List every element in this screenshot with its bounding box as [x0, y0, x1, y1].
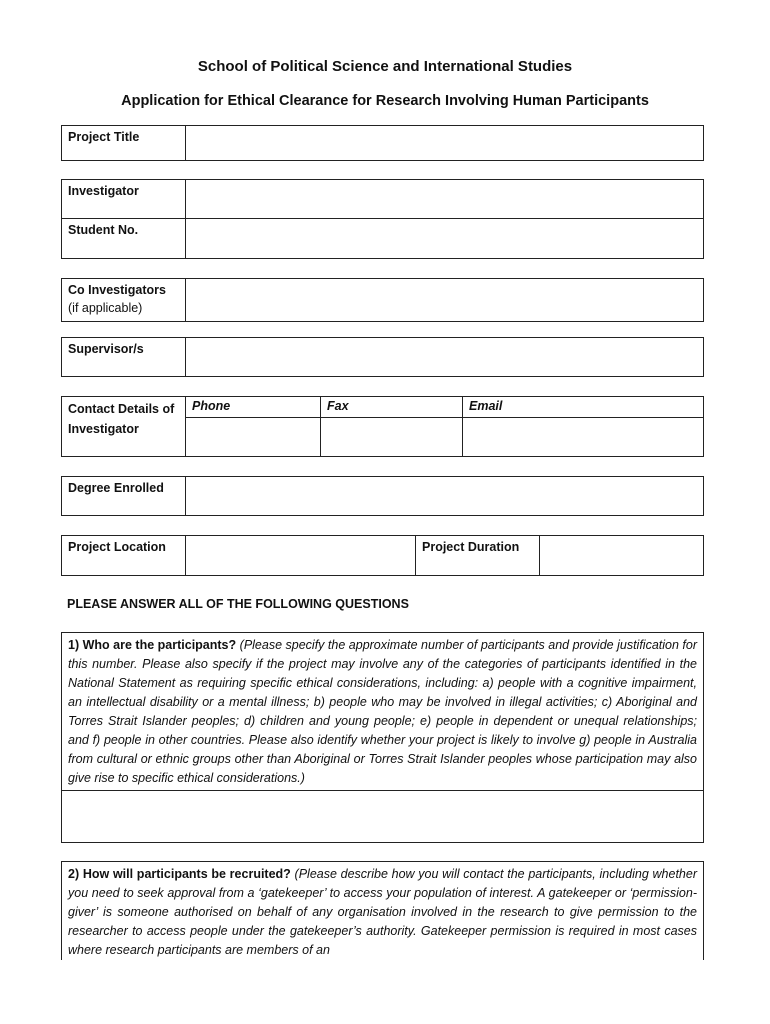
supervisors-table [61, 337, 704, 377]
co-investigators-field[interactable] [186, 279, 704, 322]
project-title-label: Project Title [62, 126, 186, 161]
fax-field[interactable] [321, 418, 463, 457]
email-header: Email [463, 397, 704, 418]
question-2-box [61, 861, 704, 960]
project-title-table [61, 125, 704, 161]
question-2-detail: (Please describe how you will contact the participants, including whether you need to seek approval from a ‘gatekeeper’ to access your population of interest. A gatekeeper or ‘permission-giver’ is someone authorised on behalf of any organisation involved in the research to give permission to the researcher to access people under the gatekeeper’s authority. Gatekeeper permission is required in most cases where research participants are members of an [68, 867, 697, 957]
co-investigators-label [62, 279, 186, 322]
co-investigators-note: (if applicable) [68, 301, 143, 315]
co-investigators-table [61, 278, 704, 322]
phone-header: Phone [186, 397, 321, 418]
form-title: Application for Ethical Clearance for Research Involving Human Participants [121, 93, 649, 109]
project-duration-label: Project Duration [416, 536, 540, 576]
instructions-heading: PLEASE ANSWER ALL OF THE FOLLOWING QUESTIONS [67, 597, 409, 611]
contact-details-label: Contact Details of Investigator [62, 397, 186, 457]
question-1-text [62, 633, 703, 790]
question-2-title: 2) How will participants be recruited? [68, 867, 291, 881]
student-no-field[interactable] [186, 219, 704, 259]
project-title-field[interactable] [186, 126, 704, 161]
question-1-title: 1) Who are the participants? [68, 638, 237, 652]
investigator-field[interactable] [186, 180, 704, 219]
student-no-label: Student No. [62, 219, 186, 259]
project-location-label: Project Location [62, 536, 186, 576]
investigator-table [61, 179, 704, 259]
question-1-box [61, 632, 704, 843]
email-field[interactable] [463, 418, 704, 457]
phone-field[interactable] [186, 418, 321, 457]
co-investigators-label-text: Co Investigators [68, 283, 166, 297]
degree-table [61, 476, 704, 516]
degree-enrolled-label: Degree Enrolled [62, 477, 186, 516]
question-1-detail: (Please specify the approximate number of participants and provide justification for this number. Please also specify if the project may involve any of the categories of participants identified in the National Statement as requiring specific ethical considerations, including: a) people with a cognitive impairment, an intellectual disability or a mental illness; b) people who may be involved in illegal activities; c) Aboriginal and Torres Strait Islander peoples; d) children and young people; e) people in dependent or unequal relationships; and f) people in other countries. Please also identify whether your project is likely to involve g) people in Australia from cultural or ethnic groups other than Aboriginal or Torres Strait Islander peoples whose participation may also give rise to specific ethical considerations.) [68, 638, 697, 785]
question-1-answer-field[interactable] [62, 790, 703, 827]
contact-details-table [61, 396, 704, 457]
supervisors-field[interactable] [186, 338, 704, 377]
project-duration-field[interactable] [540, 536, 704, 576]
location-duration-table [61, 535, 704, 576]
school-heading: School of Political Science and International Studies [197, 58, 573, 75]
question-2-text [62, 862, 703, 960]
degree-enrolled-field[interactable] [186, 477, 704, 516]
investigator-label: Investigator [62, 180, 186, 219]
project-location-field[interactable] [186, 536, 416, 576]
supervisors-label: Supervisor/s [62, 338, 186, 377]
fax-header: Fax [321, 397, 463, 418]
